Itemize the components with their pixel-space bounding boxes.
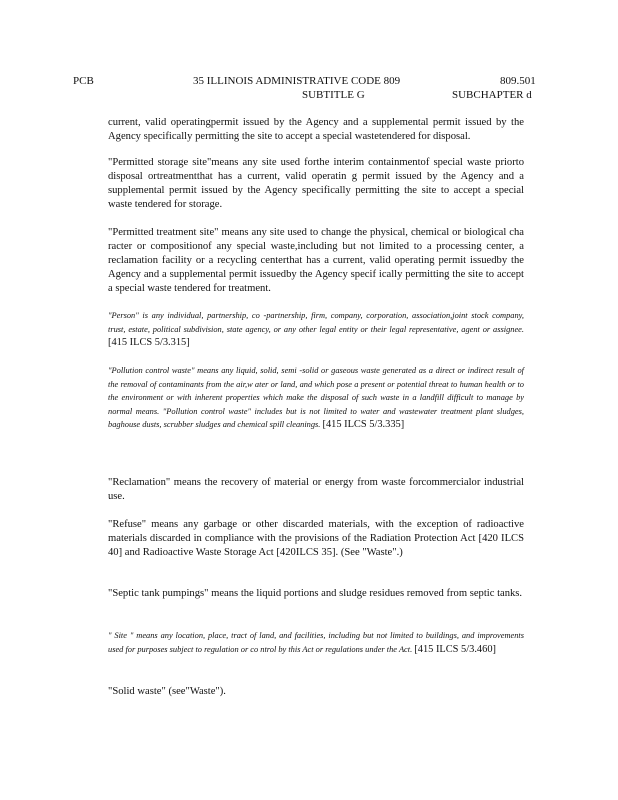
definition-solid-waste: "Solid waste" (see"Waste"). [108,686,226,697]
definition-permitted-treatment-site: "Permitted treatment site" means any site used to change the physical, chemical or biological cha racter or compositionof any special waste,including but not limited to a processing center, a reclamation facility or a recycling centerthat has a current, valid operating permit issuedby the Agency and a supplemental permit issuedby the Agency specif ically permitting the site to accept a special waste tendered for treatment. [108,227,524,294]
definition-paragraph: current, valid operatingpermit issued by the Agency and a supplemental permit issued by the Agency specifically permitting the site to accept a special wastetendered for disposal. [108,117,524,142]
header-subchapter: SUBCHAPTER d [452,89,532,101]
header-left-label: PCB [73,75,94,87]
header-title: 35 ILLINOIS ADMINISTRATIVE CODE 809 [193,75,401,87]
definition-site-text: " Site " means any location, place, tract of land, and facilities, including but not limited to buildings, and improvements used for purposes subject to regulation or co ntrol by this Act or regulations under the Act. [108,631,524,654]
definition-permitted-storage-site: "Permitted storage site"means any site used forthe interim containmentof special waste priorto disposal ortreatmentthat has a current, valid operatin g permit issued by the Agency and a supplemental permit issued by the Agency specifically permitting the site to accept a special waste tendered for storage. [108,157,524,210]
statute-citation: [415 ILCS 5/3.315] [108,337,190,348]
definition-septic-tank-pumpings: "Septic tank pumpings" means the liquid portions and sludge residues removed from septic tanks. [108,588,523,599]
definition-pollution-control-waste [108,364,524,432]
header-section-number: 809.501 [500,75,536,87]
statute-citation: [415 ILCS 5/3.335] [322,419,405,430]
definition-person-text: "Person" is any individual, partnership, co -partnership, firm, company, corporation, association,joint stock company, trust, estate, political subdivision, state agency, or any other legal entity or their legal representative, agent or assignee. [108,311,524,334]
definition-refuse: "Refuse" means any garbage or other discarded materials, with the exception of radioactive materials discarded in compliance with the provisions of the Radiation Protection Act [420 ILCS 40] and Radioactive Waste Storage Act [420ILCS 35]. (See "Waste".) [108,519,524,558]
statute-citation: [415 ILCS 5/3.460] [414,643,496,655]
definition-pollution-control-waste-text: "Pollution control waste" means any liquid, solid, semi -solid or gaseous waste generated as a direct or indirect result of the removal of contaminants from the air,w ater or land, and which pose a present or potential threat to human health or to the environment or with inherent properties which make the disposal of such waste in a landfill difficult to manage by normal means. "Pollution control waste" includes but is not limited to water and wastewater treatment plant sludges, baghouse dusts, scrubber sludges and chemical spill cleanings. [108,366,524,429]
definition-reclamation: "Reclamation" means the recovery of material or energy from waste forcommercialor industrial use. [108,477,524,502]
header-subtitle: SUBTITLE G [302,89,365,101]
definition-person [108,309,524,350]
definition-site [108,629,524,656]
